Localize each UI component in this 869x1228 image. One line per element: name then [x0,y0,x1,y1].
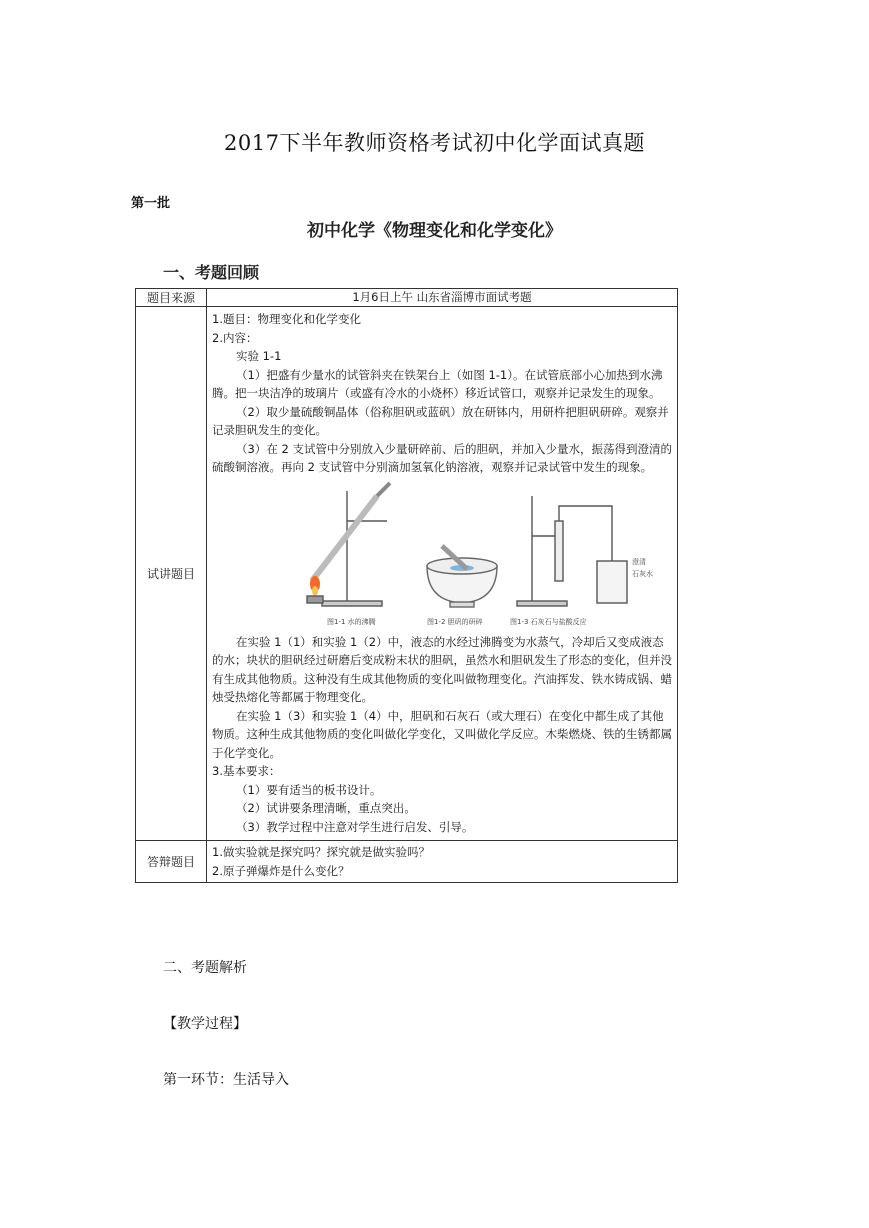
requirement-1: （1）要有适当的板书设计。 [236,782,382,797]
mortar-figure [427,546,497,607]
figure-caption-2: 图1-2 胆矾的研碎 [427,617,483,626]
lesson-title: 初中化学《物理变化和化学变化》 [307,221,562,241]
requirement-2: （2）试讲要条理清晰，重点突出。 [236,801,416,815]
section-heading-analysis: 二、考题解析 [163,960,247,976]
batch-label: 第一批 [131,196,171,211]
lecture-content [207,307,678,841]
lecture-label: 试讲题目 [136,307,207,841]
content-line: 2.内容： [212,330,258,345]
table-row-qa [136,841,678,883]
source-label: 题目来源 [136,289,207,307]
topic-line: 1.题目：物理变化和化学变化 [212,312,361,326]
qa-question-2: 2.原子弹爆炸是什么变化？ [212,863,350,878]
explanation-physical: 在实验 1（1）和实验 1（2）中，液态的水经过沸腾变为水蒸气，冷却后又变成液态的水；块状的胆矾经过研磨后变成粉末状的胆矾，虽然水和胆矾发生了形态的变化，但并没有生成其他物质。这种没有生成其他物质的变化叫做物理变化。汽油挥发、铁水铸成锅、蜡烛受热熔化等都属于物理变化。 [212,634,672,704]
limestone-acid-figure [517,496,627,606]
qa-content [207,841,678,883]
experiment-step-3: （3）在 2 支试管中分别放入少量研碎前、后的胆矾，并加入少量水，振荡得到澄清的硫酸铜溶液。再向 2 支试管中分别滴加氢氧化钠溶液，观察并记录试管中发生的现象。 [212,441,672,474]
experiment-figures [212,481,673,631]
table-row-source [136,289,678,307]
experiment-label: 实验 1-1 [236,349,282,363]
section-heading-step-1: 第一环节：生活导入 [163,1072,289,1088]
figure-caption-3: 图1-3 石灰石与盐酸反应 [510,617,587,626]
figure-label-clear: 澄清 [632,557,646,566]
source-value: 1月6日上午 山东省淄博市面试考题 [207,289,678,307]
boiling-water-figure [307,483,390,606]
figure-caption-1: 图1-1 水的沸腾 [327,617,376,626]
qa-label: 答辩题目 [136,841,207,883]
section-heading-teaching-process: 【教学过程】 [163,1016,247,1032]
requirements-heading: 3.基本要求： [212,764,281,778]
qa-question-1: 1.做实验就是探究吗？探究就是做实验吗？ [212,845,430,859]
experiment-illustrations [212,481,672,611]
experiment-step-1: （1）把盛有少量水的试管斜夹在铁架台上（如图 1-1）。在试管底部小心加热到水沸腾。把一块洁净的玻璃片（或盛有冷水的小烧杯）移近试管口，观察并记录发生的现象。 [212,367,663,400]
experiment-step-2: （2）取少量硫酸铜晶体（俗称胆矾或蓝矾）放在研钵内，用研杵把胆矾研碎。观察并记录胆矾发生的变化。 [212,404,669,437]
document-title: 2017下半年教师资格考试初中化学面试真题 [224,131,645,155]
requirement-3: （3）教学过程中注意对学生进行启发、引导。 [236,819,474,834]
figure-label-limewater: 石灰水 [632,569,653,578]
exam-table [135,288,678,883]
table-row-lecture [136,307,678,841]
section-heading-review: 一、考题回顾 [163,263,260,282]
explanation-chemical: 在实验 1（3）和实验 1（4）中，胆矾和石灰石（或大理石）在变化中都生成了其他物质。这种生成其他物质的变化叫做化学变化，又叫做化学反应。木柴燃烧、铁的生锈都属于化学变化。 [212,708,672,760]
